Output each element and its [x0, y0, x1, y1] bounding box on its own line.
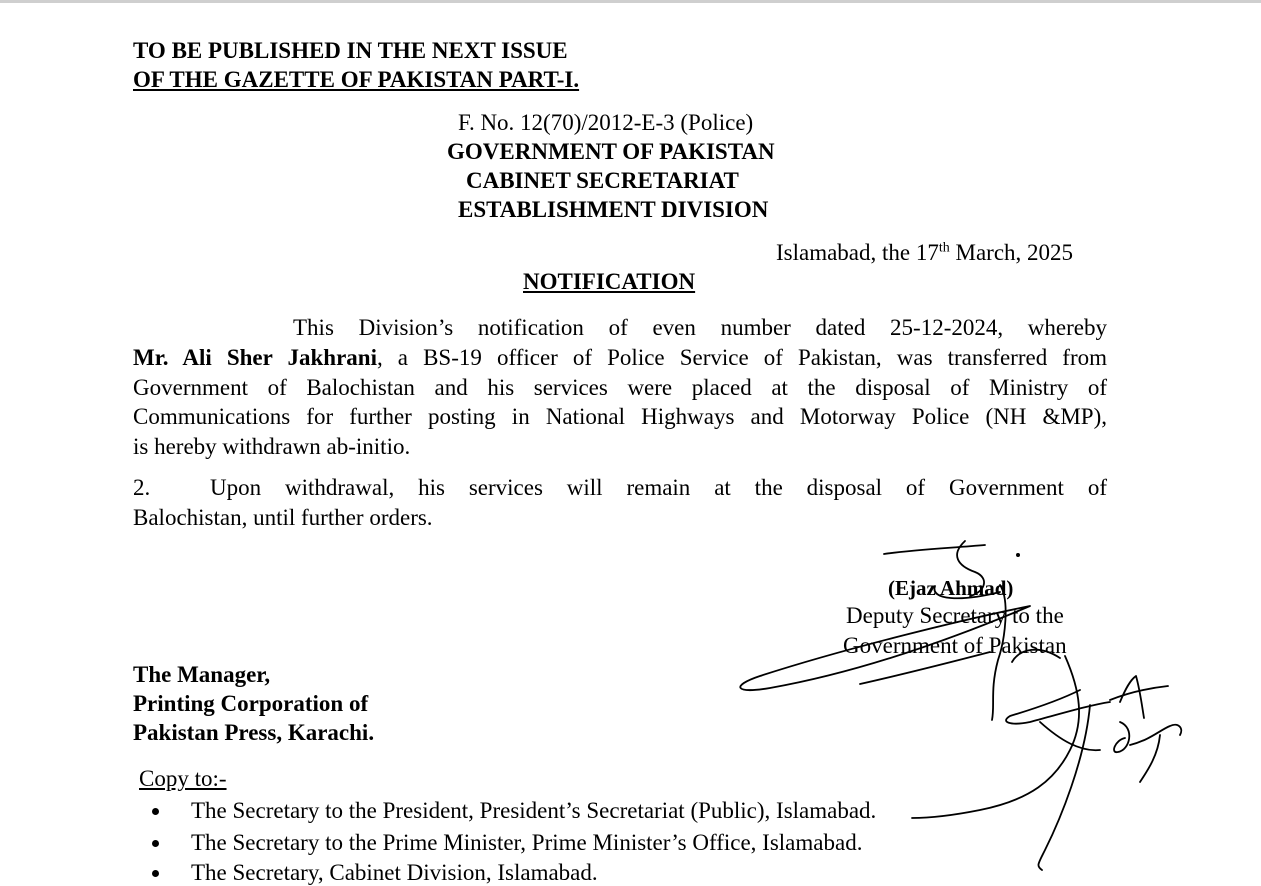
publish-notice-line1: TO BE PUBLISHED IN THE NEXT ISSUE [133, 38, 568, 63]
copy-to-item: The Secretary to the Prime Minister, Prime Minister’s Office, Islamabad. [191, 830, 863, 855]
para2-line2: Balochistan, until further orders. [133, 505, 433, 530]
notification-title: NOTIFICATION [523, 269, 696, 294]
copy-to-label: Copy to:- [139, 766, 227, 791]
division-heading: ESTABLISHMENT DIVISION [458, 197, 769, 222]
copy-to-item: The Secretary to the President, President’s Secretariat (Public), Islamabad. [191, 798, 877, 823]
officer-name: Mr. Ali Sher Jakhrani [133, 345, 377, 370]
signatory-designation-line1: Deputy Secretary to the [846, 603, 1064, 628]
copy-to-item: The Secretary, Cabinet Division, Islamabad. [191, 860, 598, 885]
government-heading: GOVERNMENT OF PAKISTAN [447, 139, 775, 164]
addressee-line1: The Manager, [133, 662, 271, 687]
para1-line1: This Division’s notification of even number dated 25-12-2024, whereby [293, 315, 1107, 340]
signatory-name: (Ejaz Ahmad) [888, 576, 1014, 600]
publish-notice-line2: OF THE GAZETTE OF PAKISTAN PART-I. [133, 67, 580, 92]
secretariat-heading: CABINET SECRETARIAT [466, 168, 739, 193]
bullet-icon [152, 808, 159, 815]
issue-date: Islamabad, the 17th March, 2025 [776, 240, 1074, 265]
para1-line4: Communications for further posting in National Highways and Motorway Police (NH &MP), [133, 404, 1107, 429]
para2-number: 2. [133, 475, 151, 500]
addressee-line2: Printing Corporation of [133, 691, 369, 716]
para1-line5: is hereby withdrawn ab-initio. [133, 434, 411, 459]
addressee-line3: Pakistan Press, Karachi. [133, 720, 375, 745]
bullet-icon [152, 870, 159, 877]
para1-line2: Mr. Ali Sher Jakhrani, a BS-19 officer of Police Service of Pakistan, was transferred from [133, 345, 1107, 370]
para1-line3: Government of Balochistan and his services were placed at the disposal of Ministry of [133, 375, 1107, 400]
file-number: F. No. 12(70)/2012-E-3 (Police) [458, 110, 754, 135]
para2-line1: Upon withdrawal, his services will remain at the disposal of Government of [210, 475, 1107, 500]
bullet-icon [152, 840, 159, 847]
signatory-designation-line2: Government of Pakistan [843, 633, 1067, 658]
